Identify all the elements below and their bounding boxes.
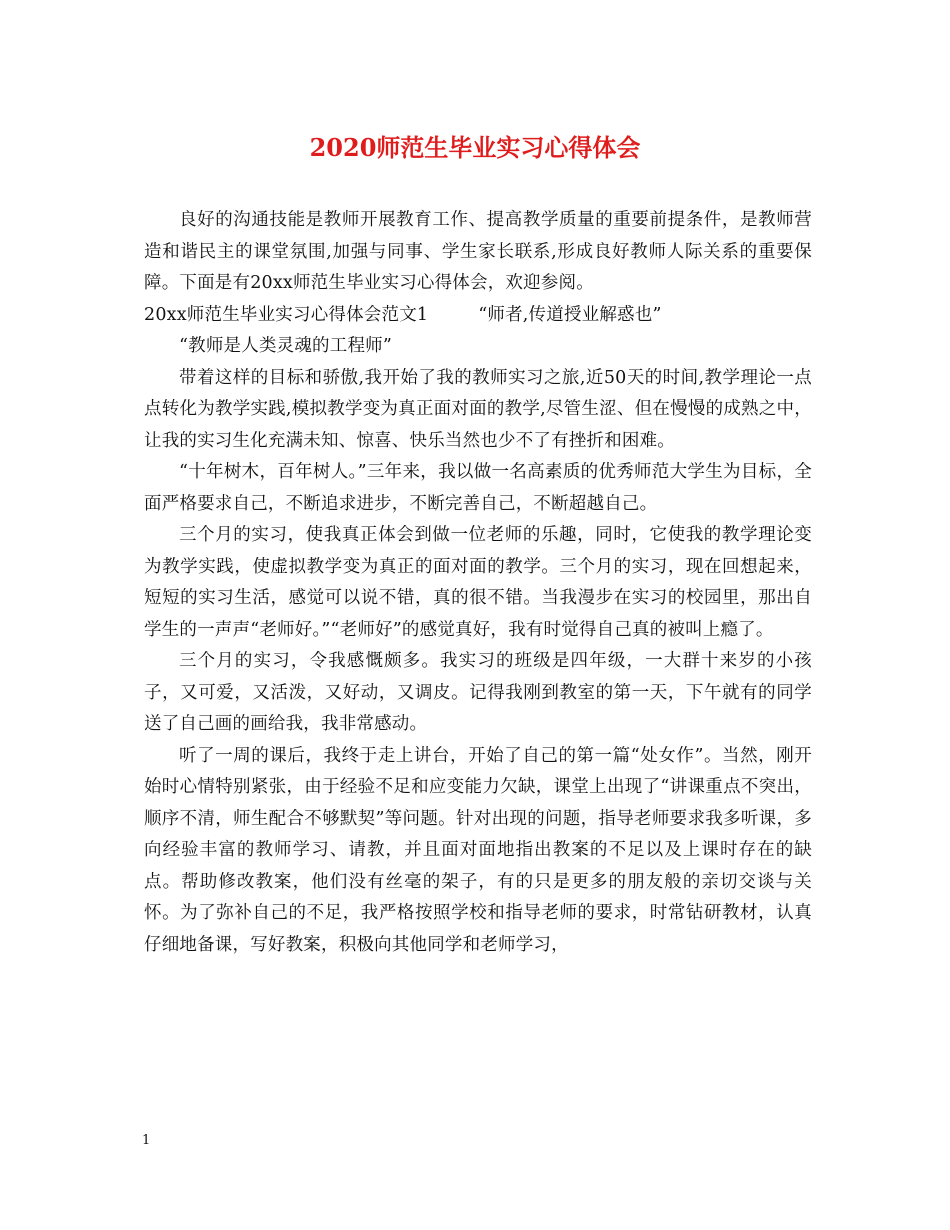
body-paragraph: 三个月的实习，令我感慨颇多。我实习的班级是四年级，一大群十来岁的小孩子，又可爱，又活泼，又好动，又调皮。记得我刚到教室的第一天，下午就有的同学送了自己画的画给我，我非常感动。 (144, 651, 812, 734)
quote-line-1: “师者,传道授业解惑也” (478, 304, 662, 325)
intro-paragraph: 良好的沟通技能是教师开展教育工作、提高教学质量的重要前提条件，是教师营造和谐民主的课堂氛围,加强与同事、学生家长联系,形成良好教师人际关系的重要保障。下面是有20xx师范生毕业实习心得体会，欢迎参阅。 (144, 210, 812, 293)
body-paragraph: “十年树木，百年树人。”三年来，我以做一名高素质的优秀师范大学生为目标，全面严格要求自己，不断追求进步，不断完善自己，不断超越自己。 (144, 462, 812, 514)
quote-line-2: “教师是人类灵魂的工程师” (179, 336, 392, 356)
body-paragraph: 听了一周的课后，我终于走上讲台，开始了自己的第一篇“处女作”。当然，刚开始时心情特别紧张，由于经验不足和应变能力欠缺，课堂上出现了“讲课重点不突出，顺序不清，师生配合不够默契”等问题。针对出现的问题，指导老师要求我多听课，多向经验丰富的教师学习、请教，并且面对面地指出教案的不足以及上课时存在的缺点。帮助修改教案，他们没有丝毫的架子，有的只是更多的朋友般的亲切交谈与关怀。为了弥补自己的不足，我严格按照学校和指导老师的要求，时常钻研教材，认真仔细地备课，写好教案，积极向其他同学和老师学习， (144, 745, 812, 955)
body-paragraph: 三个月的实习，使我真正体会到做一位老师的乐趣，同时，它使我的教学理论变为教学实践，使虚拟教学变为真正的面对面的教学。三个月的实习，现在回想起来，短短的实习生活，感觉可以说不错，真的很不错。当我漫步在实习的校园里，那出自学生的一声声“老师好。”“老师好”的感觉真好，我有时觉得自己真的被叫上瘾了。 (144, 525, 812, 640)
body-paragraph: 带着这样的目标和骄傲,我开始了我的教师实习之旅,近50天的时间,教学理论一点点转化为教学实践,模拟教学变为真正面对面的教学,尽管生涩、但在慢慢的成熟之中，让我的实习生化充满未知、惊喜、快乐当然也少不了有挫折和困难。 (144, 367, 812, 451)
document-body (144, 205, 812, 961)
page-number: 1 (142, 1133, 151, 1148)
section-heading-row (144, 300, 812, 332)
document-title: 2020师范生毕业实习心得体会 (309, 133, 641, 162)
section-heading: 20xx师范生毕业实习心得体会范文1 (144, 304, 429, 325)
